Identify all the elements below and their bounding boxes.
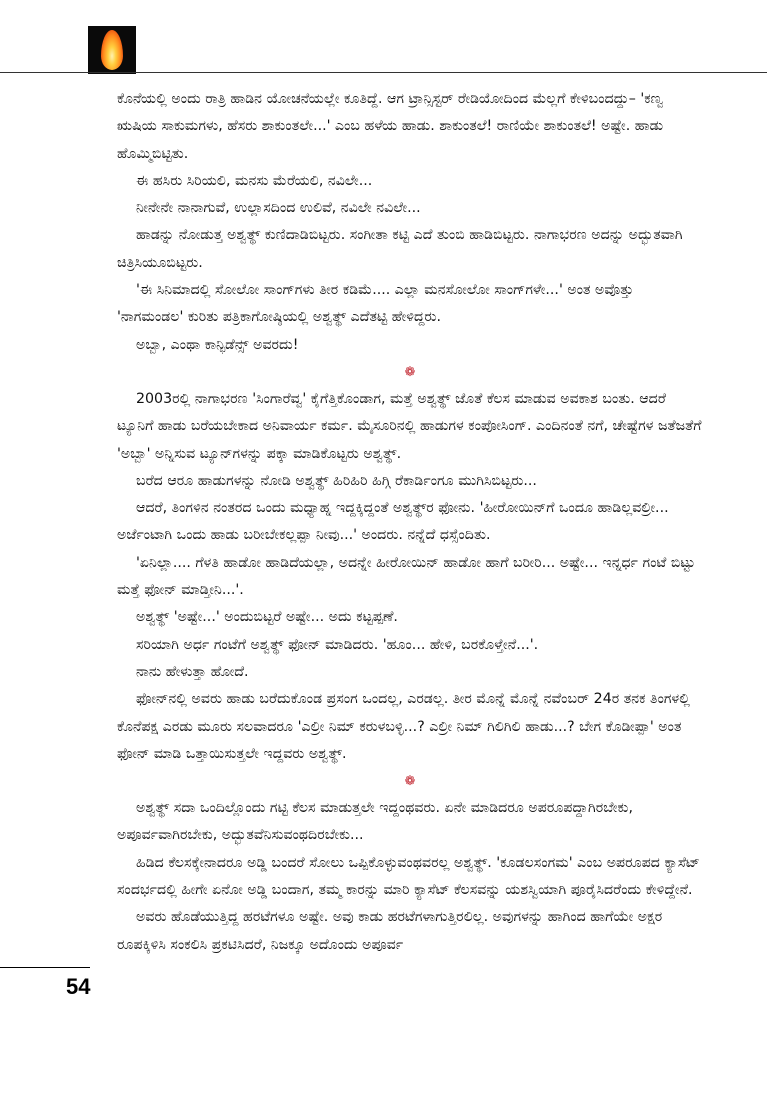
paragraph: ಅಶ್ವತ್ಥ್ 'ಅಷ್ಟೇ...' ಅಂದುಬಿಟ್ಟರೆ ಅಷ್ಟೇ... ಅದು ಕಟ್ಟಪ್ಪಣೆ. xyxy=(136,609,398,626)
paragraph: ಸರಿಯಾಗಿ ಅರ್ಧ ಗಂಟೆಗೆ ಅಶ್ವತ್ಥ್ ಫೋನ್ ಮಾಡಿದರು. 'ಹೂಂ... ಹೇಳಿ, ಬರಕೊಳ್ತೇನೆ...'. xyxy=(136,636,539,653)
paragraph: ನಾನು ಹೇಳುತ್ತಾ ಹೋದೆ. xyxy=(136,663,249,680)
paragraph: ಅಶ್ವತ್ಥ್ ಸದಾ ಒಂದಿಲ್ಲೊಂದು ಗಟ್ಟಿ ಕೆಲಸ ಮಾಡುತ್ತಲೇ ಇದ್ದಂಥವರು. ಏನೇ ಮಾಡಿದರೂ ಅಪರೂಪದ್ದಾಗಿರಬೇಕು, ಅಪೂರ್ವವಾಗಿರಬೇಕು, ಅದ್ಭುತವೆನಿಸುವಂಥದಿರಬೇಕು... xyxy=(117,800,633,844)
paragraph: ಆದರೆ, ತಿಂಗಳಿನ ನಂತರದ ಒಂದು ಮಧ್ಯಾಹ್ನ ಇದ್ದಕ್ಕಿದ್ದಂತೆ ಅಶ್ವತ್ಥ್‌ರ ಫೋನು. 'ಹೀರೋಯಿನ್‌ಗೆ ಒಂದೂ ಹಾಡಿಲ್ಲವಲ್ರೀ... ಅರ್ಜೆಂಟಾಗಿ ಒಂದು ಹಾಡು ಬರೀಬೇಕಲ್ಲಪ್ಪಾ ನೀವು...' ಅಂದರು. ನನ್ನೆದೆ ಧಸ್ಸೆಂದಿತು. xyxy=(117,500,669,544)
paragraph: ಹಾಡನ್ನು ನೋಡುತ್ತ ಅಶ್ವತ್ಥ್ ಕುಣಿದಾಡಿಬಿಟ್ಟರು. ಸಂಗೀತಾ ಕಟ್ಟಿ ಎದೆ ತುಂಬಿ ಹಾಡಿಬಿಟ್ಟರು. ನಾಗಾಭರಣ ಅದನ್ನು ಅದ್ಭುತವಾಗಿ ಚಿತ್ರಿಸಿಯೂಬಿಟ್ಟರು. xyxy=(117,227,683,271)
paragraph: 'ಈ ಸಿನಿಮಾದಲ್ಲಿ ಸೋಲೋ ಸಾಂಗ್‌ಗಳು ತೀರ ಕಡಿಮೆ.... ಎಲ್ಲಾ ಮನಸೋಲೋ ಸಾಂಗ್‌ಗಳೇ...' ಅಂತ ಅವೊತ್ತು 'ನಾಗಮಂಡಲ' ಕುರಿತು ಪತ್ರಿಕಾಗೋಷ್ಠಿಯಲ್ಲಿ ಅಶ್ವತ್ಥ್ ಎದೆತಟ್ಟಿ ಹೇಳಿದ್ದರು. xyxy=(117,282,634,326)
lamp-flame-icon xyxy=(88,26,136,74)
song-line: ಈ ಹಸಿರು ಸಿರಿಯಲಿ, ಮನಸು ಮೆರೆಯಲಿ, ನವಿಲೇ... xyxy=(136,172,373,189)
paragraph: 'ಏನಿಲ್ಲಾ.... ಗೆಳತಿ ಹಾಡೋ ಹಾಡಿದೆಯಲ್ಲಾ, ಅದನ್ನೇ ಹೀರೋಯಿನ್ ಹಾಡೋ ಹಾಗೆ ಬರೀರಿ... ಅಷ್ಟೇ... ಇನ್ನರ್ಧ ಗಂಟೆ ಬಿಟ್ಟು ಮತ್ತೆ ಫೋನ್ ಮಾಡ್ತೀನಿ...'. xyxy=(117,554,696,599)
flower-ornament-icon: ❁ xyxy=(404,774,416,790)
paragraph: ಫೋನ್‌ನಲ್ಲಿ ಅವರು ಹಾಡು ಬರೆದುಕೊಂಡ ಪ್ರಸಂಗ ಒಂದಲ್ಲ, ಎರಡಲ್ಲ. ತೀರ ಮೊನ್ನೆ ಮೊನ್ನೆ ನವೆಂಬರ್ 24ರ ತನಕ ತಿಂಗಳಲ್ಲಿ ಕೊನೆಪಕ್ಷ ಎರಡು ಮೂರು ಸಲವಾದರೂ 'ಎಲ್ರೀ ನಿಮ್ ಕರುಳಬಳ್ಳಿ...? ಎಲ್ರೀ ನಿಮ್ ಗಿಲಿಗಿಲಿ ಹಾಡು...? ಬೇಗ ಕೊಡೀಪ್ಪಾ' ಅಂತ ಫೋನ್ ಮಾಡಿ ಒತ್ತಾಯಿಸುತ್ತಲೇ ಇದ್ದವರು ಅಶ್ವತ್ಥ್. xyxy=(117,691,690,762)
flame-shape xyxy=(101,30,123,70)
paragraph: ಅವರು ಹೊಡೆಯುತ್ತಿದ್ದ ಹರಟೆಗಳೂ ಅಷ್ಟೇ. ಅವು ಕಾಡು ಹರಟೆಗಳಾಗುತ್ತಿರಲಿಲ್ಲ. ಅವುಗಳನ್ನು ಹಾಗಿಂದ ಹಾಗೆಯೇ ಅಕ್ಷರ ರೂಪಕ್ಕಿಳಿಸಿ ಸಂಕಲಿಸಿ ಪ್ರಕಟಿಸಿದರೆ, ನಿಜಕ್ಕೂ ಅದೊಂದು ಅಪೂರ್ವ xyxy=(117,909,663,953)
paragraph: ಕೊನೆಯಲ್ಲಿ ಅಂದು ರಾತ್ರಿ ಹಾಡಿನ ಯೋಚನೆಯಲ್ಲೇ ಕೂತಿದ್ದೆ. ಆಗ ಟ್ರಾನ್ಸಿಸ್ಟರ್ ರೇಡಿಯೋದಿಂದ ಮೆಲ್ಲಗೆ ಕೇಳಿಬಂದದ್ದು– 'ಕಣ್ವ ಋಷಿಯ ಸಾಕುಮಗಳು, ಹೆಸರು ಶಾಕುಂತಲೇ...' ಎಂಬ ಹಳೆಯ ಹಾಡು. ಶಾಕುಂತಲೆ! ರಾಣಿಯೇ ಶಾಕುಂತಲೆ! ಅಷ್ಟೇ. ಹಾಡು ಹೊಮ್ಮಿಬಿಟ್ಟಿತು. xyxy=(117,91,664,162)
header-rule xyxy=(0,72,767,73)
page-number: 54 xyxy=(66,974,91,999)
article-body xyxy=(117,86,703,959)
song-line: ನೀನೇನೇ ನಾನಾಗುವೆ, ಉಲ್ಲಾಸದಿಂದ ಉಲಿವೆ, ನವಿಲೇ ನವಿಲೇ... xyxy=(136,200,421,217)
paragraph: ಅಬ್ಬಾ, ಎಂಥಾ ಕಾನ್ಫಿಡೆನ್ಸ್ ಅವರದು! xyxy=(136,336,299,353)
paragraph: 2003ರಲ್ಲಿ ನಾಗಾಭರಣ 'ಸಿಂಗಾರೆವ್ವ' ಕೈಗೆತ್ತಿಕೊಂಡಾಗ, ಮತ್ತೆ ಅಶ್ವತ್ಥ್ ಜೊತೆ ಕೆಲಸ ಮಾಡುವ ಅವಕಾಶ ಬಂತು. ಆದರೆ ಟ್ಯೂನಿಗೆ ಹಾಡು ಬರೆಯಬೇಕಾದ ಅನಿವಾರ್ಯ ಕರ್ಮ. ಮೈಸೂರಿನಲ್ಲಿ ಹಾಡುಗಳ ಕಂಪೋಸಿಂಗ್. ಎಂದಿನಂತೆ ನಗೆ, ಚೇಷ್ಟೆಗಳ ಜತೆಜತೆಗೆ 'ಅಬ್ಬಾ' ಅನ್ನಿಸುವ ಟ್ಯೂನ್‌ಗಳನ್ನು ಪಕ್ಕಾ ಮಾಡಿಕೊಟ್ಟರು ಅಶ್ವತ್ಥ್. xyxy=(117,390,702,462)
flower-ornament-icon: ❁ xyxy=(404,364,416,380)
paragraph: ಹಿಡಿದ ಕೆಲಸಕ್ಕೇನಾದರೂ ಅಡ್ಡಿ ಬಂದರೆ ಸೋಲು ಒಪ್ಪಿಕೊಳ್ಳುವಂಥವರಲ್ಲ ಅಶ್ವತ್ಥ್. 'ಕೂಡಲಸಂಗಮ' ಎಂಬ ಅಪರೂಪದ ಕ್ಯಾಸೆಟ್ ಸಂದರ್ಭದಲ್ಲಿ ಹೀಗೇ ಏನೋ ಅಡ್ಡಿ ಬಂದಾಗ, ತಮ್ಮ ಕಾರನ್ನು ಮಾರಿ ಕ್ಯಾಸೆಟ್ ಕೆಲಸವನ್ನು ಯಶಸ್ವಿಯಾಗಿ ಪೂರೈಸಿದರೆಂದು ಕೇಳಿದ್ದೇನೆ. xyxy=(117,854,700,899)
footer-rule xyxy=(0,967,90,968)
paragraph: ಬರೆದ ಆರೂ ಹಾಡುಗಳನ್ನು ನೋಡಿ ಅಶ್ವತ್ಥ್ ಹಿರಿಹಿರಿ ಹಿಗ್ಗಿ ರೆಕಾರ್ಡಿಂಗೂ ಮುಗಿಸಿಬಿಟ್ಟರು... xyxy=(136,472,537,489)
